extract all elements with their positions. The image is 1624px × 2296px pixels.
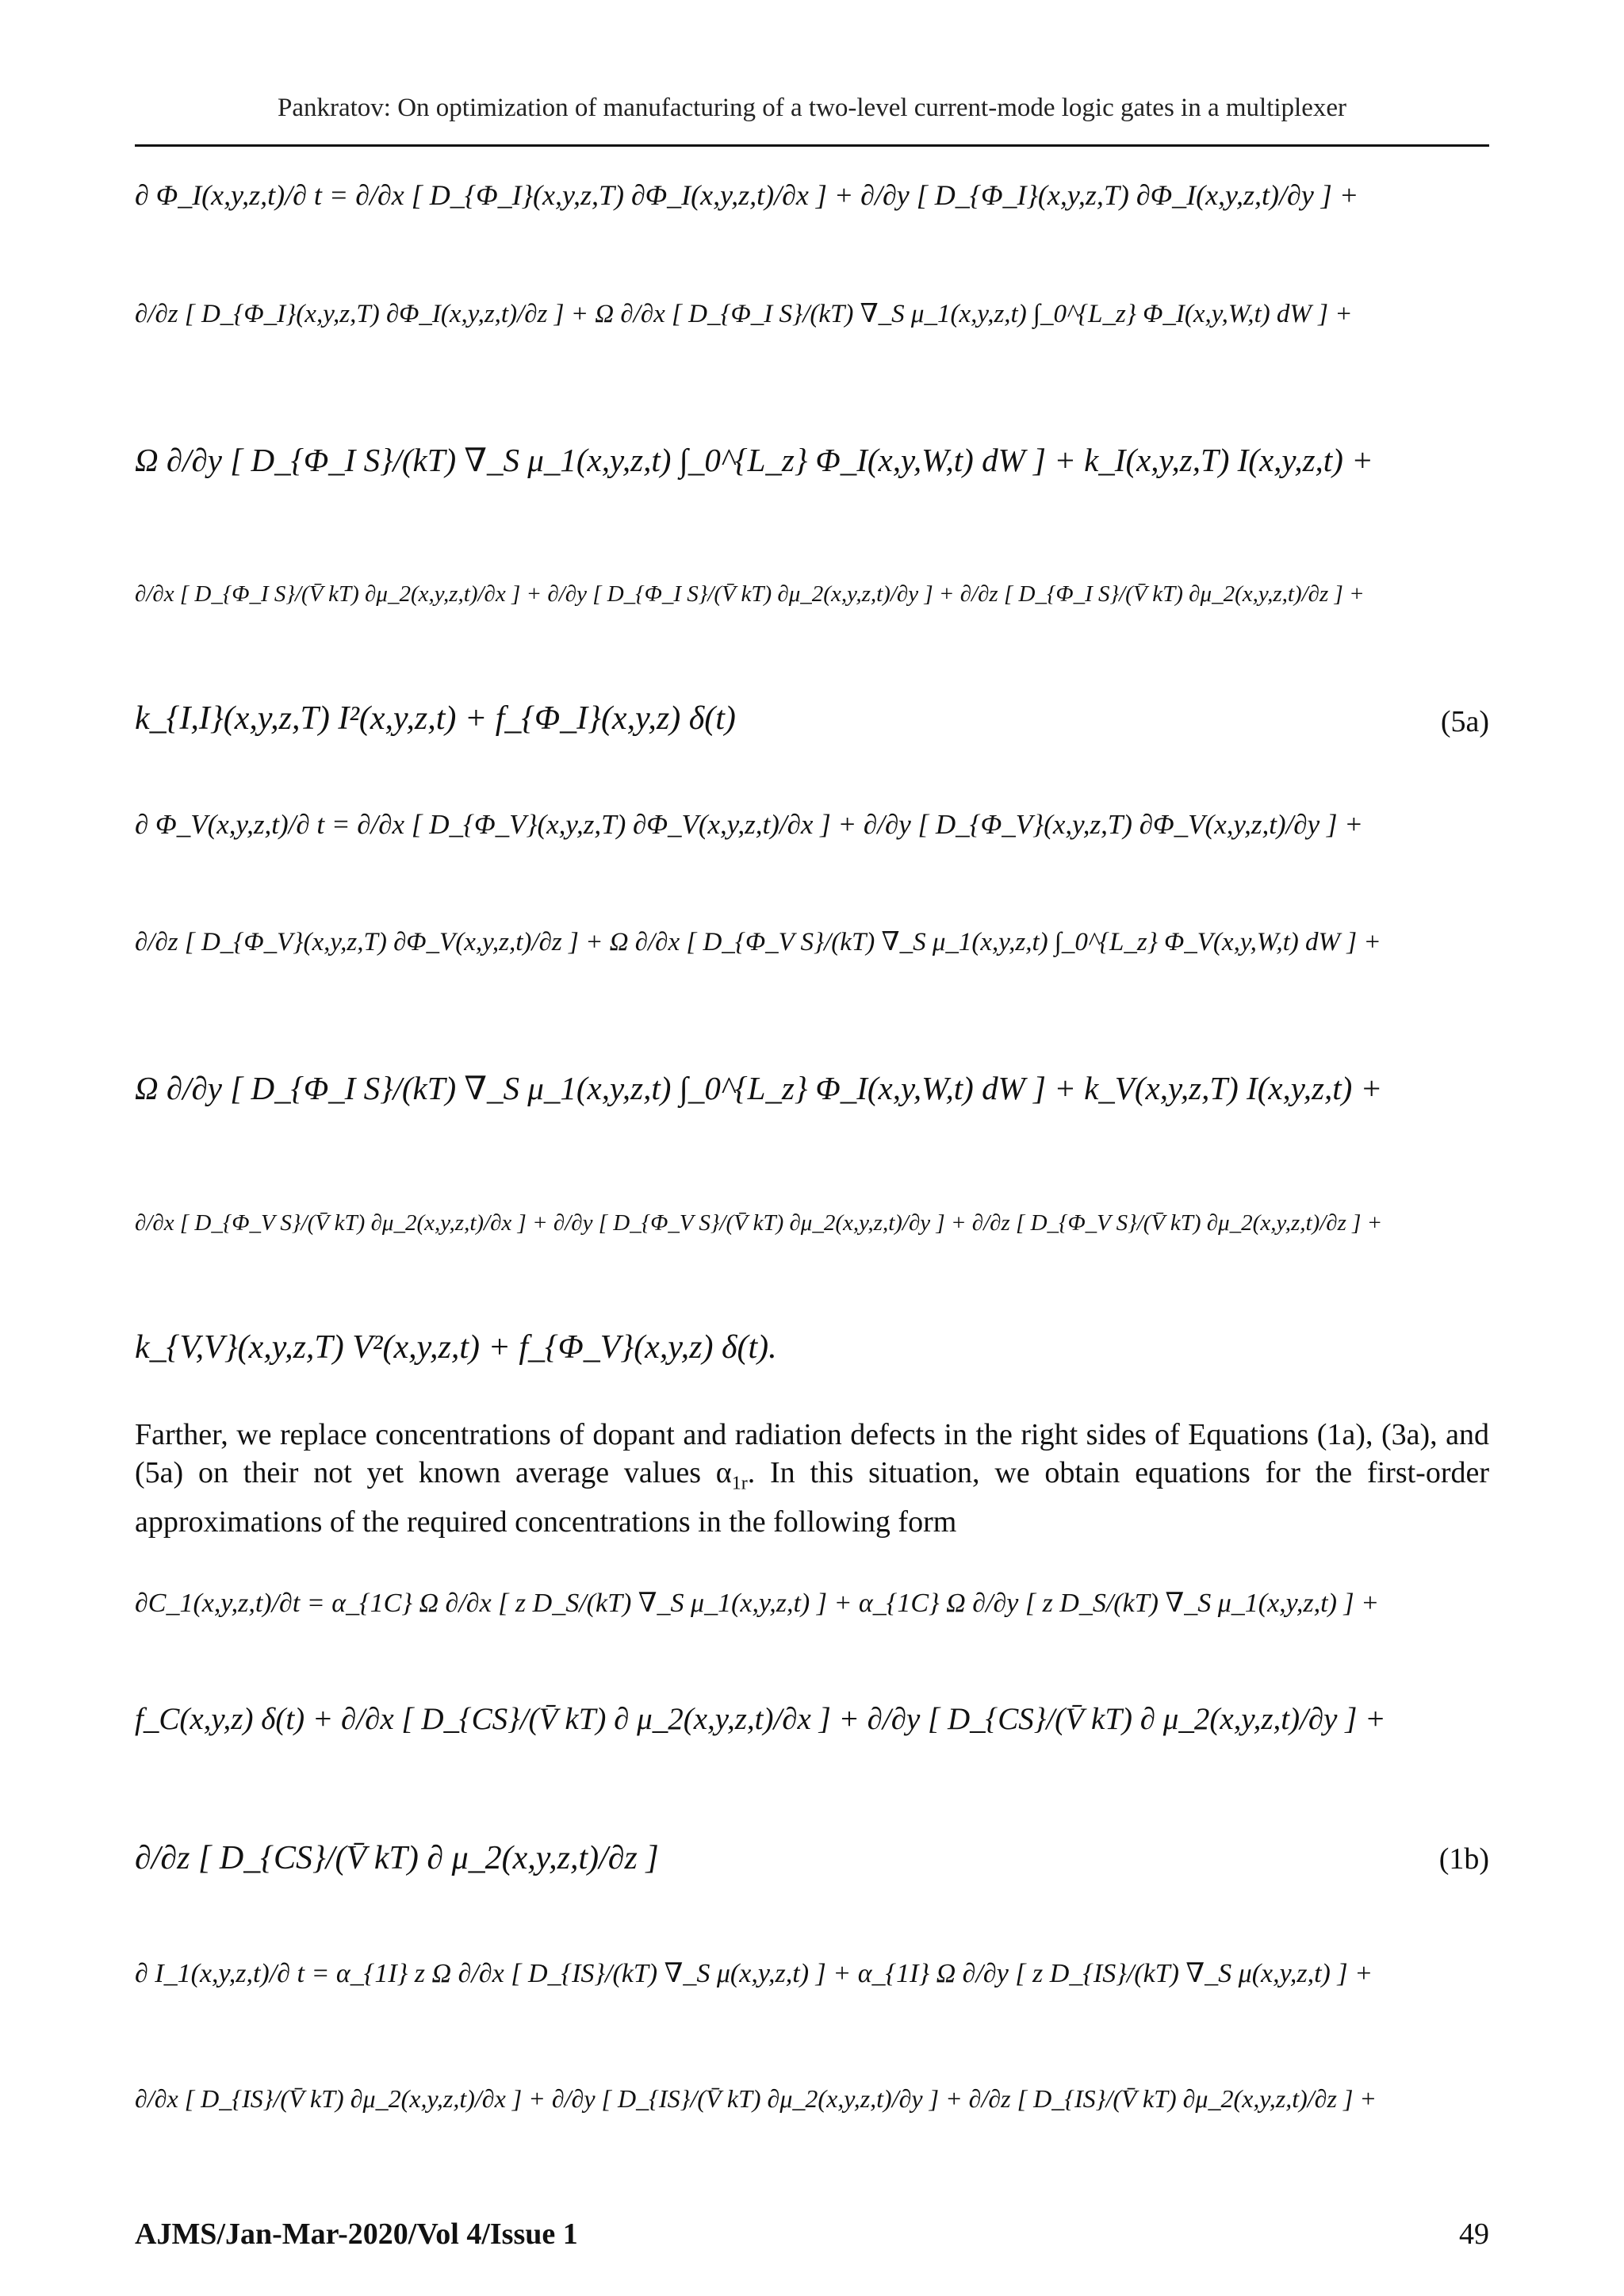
equation-line: Ω ∂/∂y [ D_{Φ_I S}/(kT) ∇_S μ_1(x,y,z,t) ∫_0^{L_z} Φ_I(x,y,W,t) dW ] + k_I(x,y,z,T) I(x,y,z,t) + [135,442,1373,478]
equation-line: f_C(x,y,z) δ(t) + ∂/∂x [ D_{CS}/(V̄ kT) ∂ μ_2(x,y,z,t)/∂x ] + ∂/∂y [ D_{CS}/(V̄ kT) ∂ μ_2(x,y,z,t)/∂y ] + [135,1702,1386,1736]
equation-number-5a: (5a) [1440,705,1489,738]
equation-line: ∂/∂z [ D_{CS}/(V̄ kT) ∂ μ_2(x,y,z,t)/∂z ] [135,1840,659,1876]
paragraph-subscript: 1r [731,1473,748,1494]
paragraph-text-after: . In this situation, we obtain equations for the first-order approximations of the required concentrations in the following form [135,1456,1489,1539]
body-paragraph [135,1416,1489,1541]
paragraph-text: Farther, we replace concentrations of dopant and radiation defects in the right sides of Equations (1a), (3a), and (5a) on their not yet known average values α [135,1418,1489,1489]
running-header: Pankratov: On optimization of manufacturing of a two-level current-mode logic gates in a multiplexer [277,94,1346,122]
equation-line: ∂/∂x [ D_{IS}/(V̄ kT) ∂μ_2(x,y,z,t)/∂x ] + ∂/∂y [ D_{IS}/(V̄ kT) ∂μ_2(x,y,z,t)/∂y ] + ∂/∂z [ D_{IS}/(V̄ kT) ∂μ_2(x,y,z,t)/∂z ] + [135,2084,1377,2113]
journal-footer: AJMS/Jan-Mar-2020/Vol 4/Issue 1 [135,2217,578,2251]
page-number: 49 [1459,2217,1489,2251]
equation-line: ∂/∂x [ D_{Φ_I S}/(V̄ kT) ∂μ_2(x,y,z,t)/∂x ] + ∂/∂y [ D_{Φ_I S}/(V̄ kT) ∂μ_2(x,y,z,t)/∂y ] + ∂/∂z [ D_{Φ_I S}/(V̄ kT) ∂μ_2(x,y,z,t)/∂z ] + [135,581,1365,607]
equation-number-1b: (1b) [1438,1842,1489,1876]
equation-line: ∂/∂z [ D_{Φ_V}(x,y,z,T) ∂Φ_V(x,y,z,t)/∂z ] + Ω ∂/∂x [ D_{Φ_V S}/(kT) ∇_S μ_1(x,y,z,t) ∫_0^{L_z} Φ_V(x,y,W,t) dW ] + [135,928,1381,956]
equation-line: k_{V,V}(x,y,z,T) V²(x,y,z,t) + f_{Φ_V}(x,y,z) δ(t). [135,1329,777,1366]
header-rule [135,144,1489,147]
equation-line: ∂C_1(x,y,z,t)/∂t = α_{1C} Ω ∂/∂x [ z D_S/(kT) ∇_S μ_1(x,y,z,t) ] + α_{1C} Ω ∂/∂y [ z D_S/(kT) ∇_S μ_1(x,y,z,t) ] + [135,1589,1380,1618]
equation-line: k_{I,I}(x,y,z,T) I²(x,y,z,t) + f_{Φ_I}(x,y,z) δ(t) [135,700,736,737]
equation-line: ∂/∂x [ D_{Φ_V S}/(V̄ kT) ∂μ_2(x,y,z,t)/∂x ] + ∂/∂y [ D_{Φ_V S}/(V̄ kT) ∂μ_2(x,y,z,t)/∂y ] + ∂/∂z [ D_{Φ_V S}/(V̄ kT) ∂μ_2(x,y,z,t)/∂z ] + [135,1210,1383,1236]
equation-line: ∂ Φ_V(x,y,z,t)/∂ t = ∂/∂x [ D_{Φ_V}(x,y,z,T) ∂Φ_V(x,y,z,t)/∂x ] + ∂/∂y [ D_{Φ_V}(x,y,z,T) ∂Φ_V(x,y,z,t)/∂y ] + [135,809,1363,840]
equation-line: ∂ I_1(x,y,z,t)/∂ t = α_{1I} z Ω ∂/∂x [ D_{IS}/(kT) ∇_S μ(x,y,z,t) ] + α_{1I} Ω ∂/∂y [ z D_{IS}/(kT) ∇_S μ(x,y,z,t) ] + [135,1959,1373,1988]
equation-line: Ω ∂/∂y [ D_{Φ_I S}/(kT) ∇_S μ_1(x,y,z,t) ∫_0^{L_z} Φ_I(x,y,W,t) dW ] + k_V(x,y,z,T) I(x,y,z,t) + [135,1070,1383,1106]
equation-line: ∂ Φ_I(x,y,z,t)/∂ t = ∂/∂x [ D_{Φ_I}(x,y,z,T) ∂Φ_I(x,y,z,t)/∂x ] + ∂/∂y [ D_{Φ_I}(x,y,z,T) ∂Φ_I(x,y,z,t)/∂y ] + [135,179,1359,211]
equation-line: ∂/∂z [ D_{Φ_I}(x,y,z,T) ∂Φ_I(x,y,z,t)/∂z ] + Ω ∂/∂x [ D_{Φ_I S}/(kT) ∇_S μ_1(x,y,z,t) ∫_0^{L_z} Φ_I(x,y,W,t) dW ] + [135,300,1353,328]
